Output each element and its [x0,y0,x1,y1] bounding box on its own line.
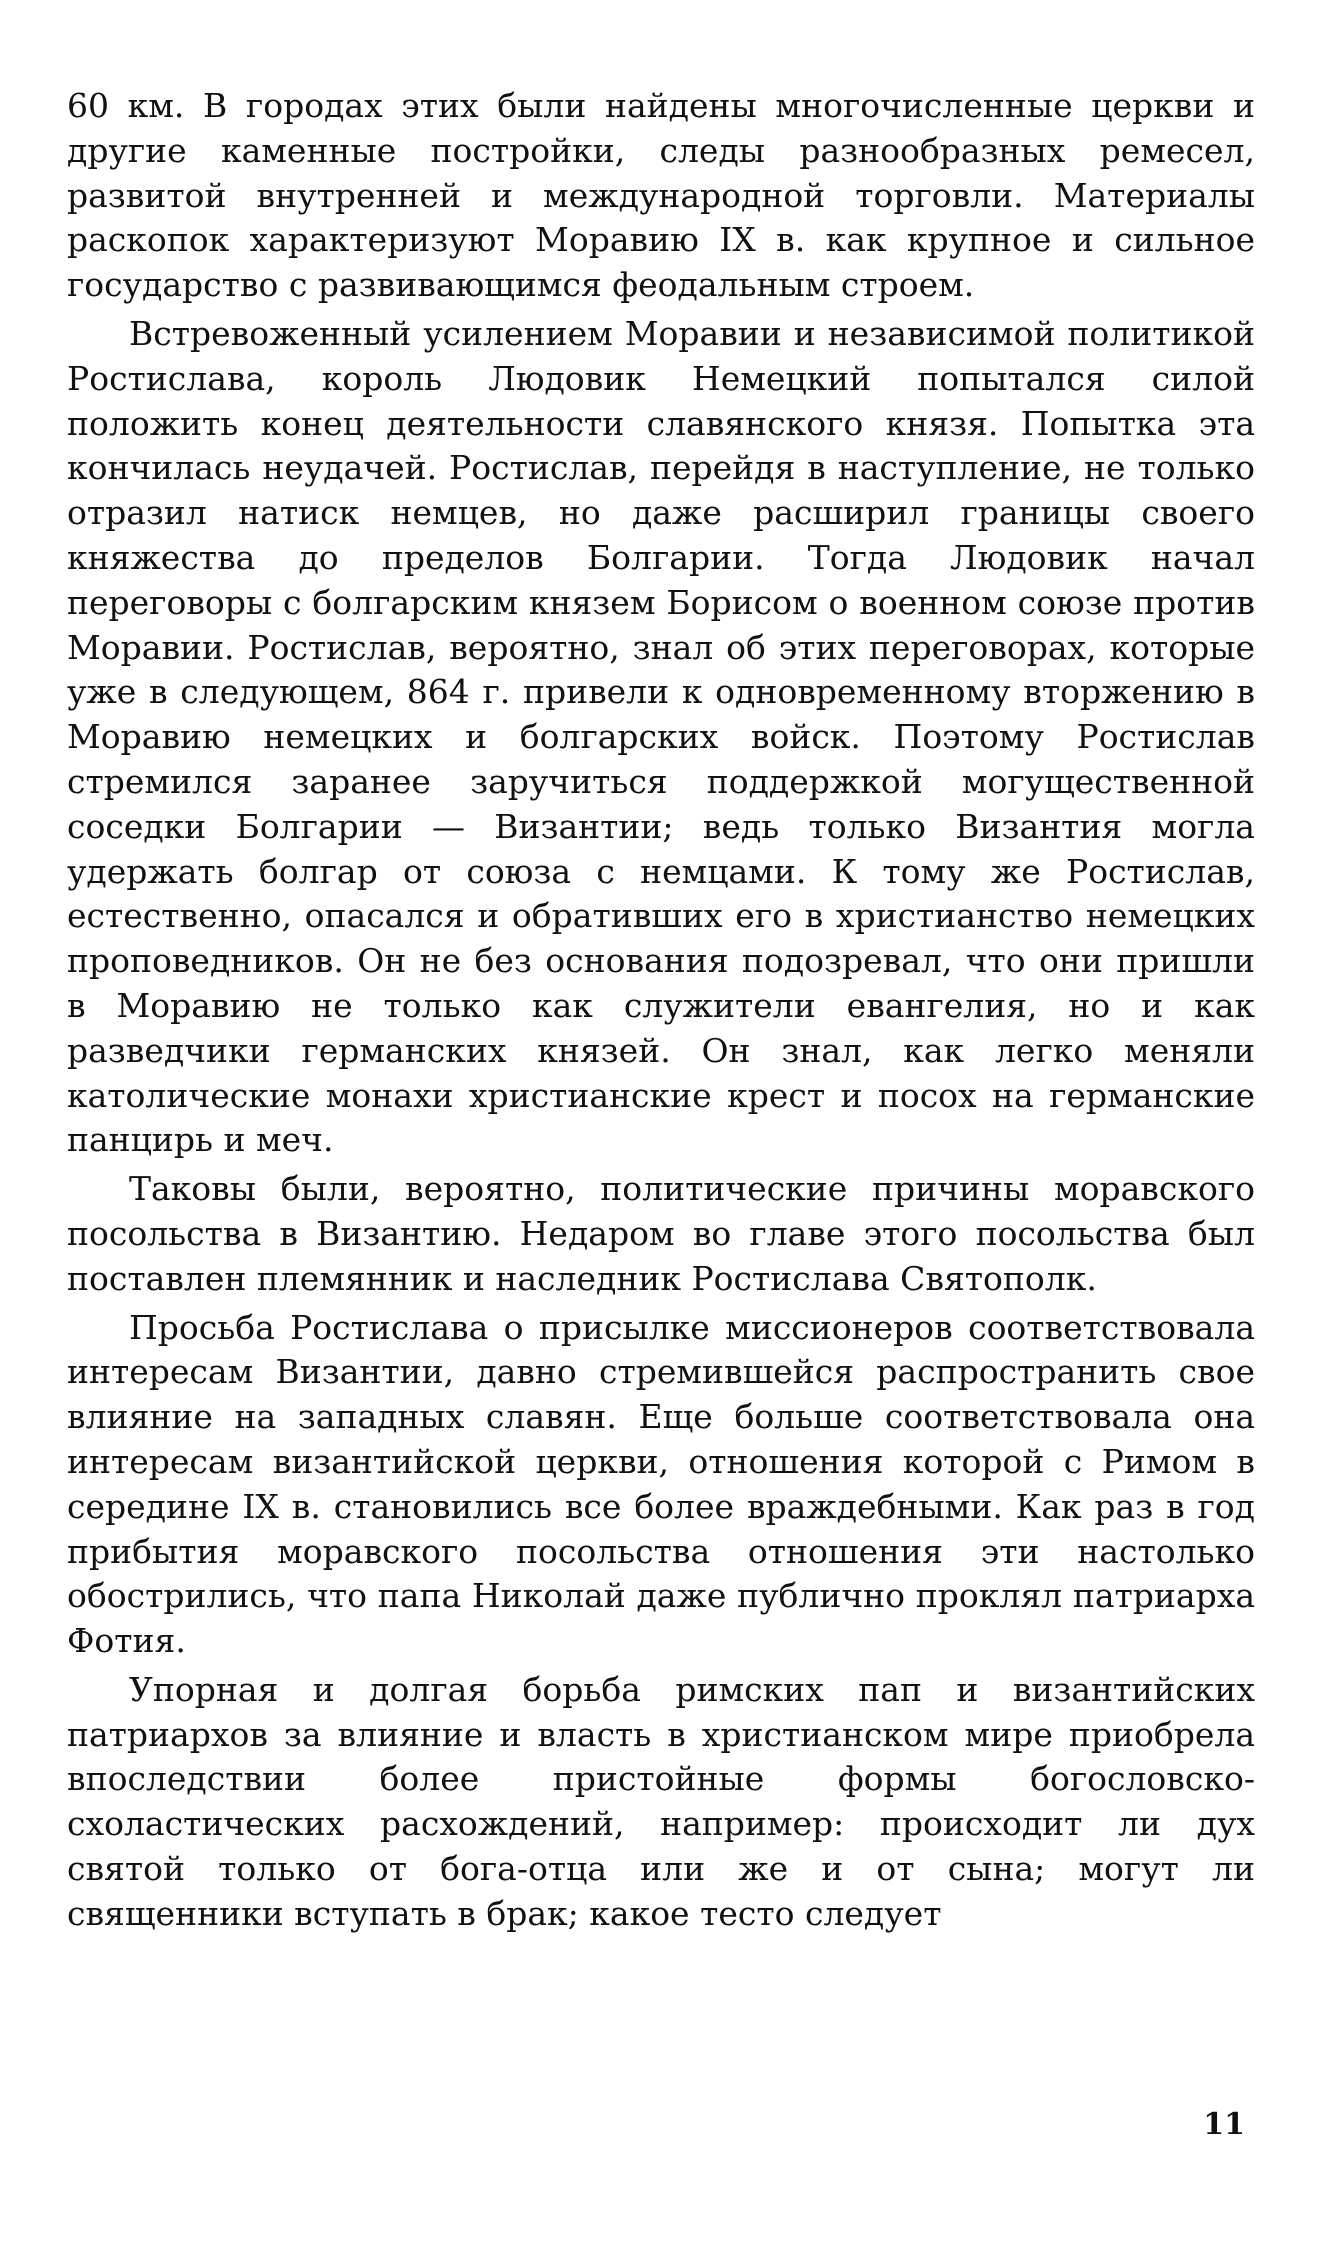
page-number: 11 [1203,2107,1245,2142]
paragraph-5: Упорная и долгая борьба римских пап и византийских патриархов за влияние и власть в христианском мире приобрела впоследствии более пристойные формы богословско-схоластических расхождений, например: происходит ли дух святой только от бога-отца или же и от сына; могут ли священники вступать в брак; какое тесто следует [67,1669,1255,1933]
page-text [67,84,1255,1941]
paragraph-2: Встревоженный усилением Моравии и независимой политикой Ростислава, король Людовик Немецкий попытался силой положить конец деятельности славянского князя. Попытка эта кончилась неудачей. Ростислав, перейдя в наступление, не только отразил натиск немцев, но даже расширил границы своего княжества до пределов Болгарии. Тогда Людовик начал переговоры с болгарским князем Борисом о военном союзе против Моравии. Ростислав, вероятно, знал об этих переговорах, которые уже в следующем, 864 г. привели к одновременному вторжению в Моравию немецких и болгарских войск. Поэтому Ростислав стремился заранее заручиться поддержкой могущественной соседки Болгарии — Византии; ведь только Византия могла удержать болгар от союза с немцами. К тому же Ростислав, естественно, опасался и обративших его в христианство немецких проповедников. Он не без основания подозревал, что они пришли в Моравию не только как служители евангелия, но и как разведчики германских князей. Он знал, как легко меняли католические монахи христианские крест и посох на германские панцирь и меч. [67,313,1255,1160]
paragraph-3: Таковы были, вероятно, политические причины моравского посольства в Византию. Недаром во главе этого посольства был поставлен племянник и наследник Ростислава Святополк. [67,1169,1255,1298]
paragraph-4: Просьба Ростислава о присылке миссионеров соответствовала интересам Византии, давно стремившейся распространить свое влияние на западных славян. Еще больше соответствовала она интересам византийской церкви, отношения которой с Римом в середине IX в. становились все более враждебными. Как раз в год прибытия моравского посольства отношения эти настолько обострились, что папа Николай даже публично проклял патриарха Фотия. [67,1307,1255,1661]
paragraph-1: 60 км. В городах этих были найдены многочисленные церкви и другие каменные постройки, следы разнообразных ремесел, развитой внутренней и международной торговли. Материалы раскопок характеризуют Моравию IX в. как крупное и сильное государство с развивающимся феодальным строем. [67,86,1255,305]
